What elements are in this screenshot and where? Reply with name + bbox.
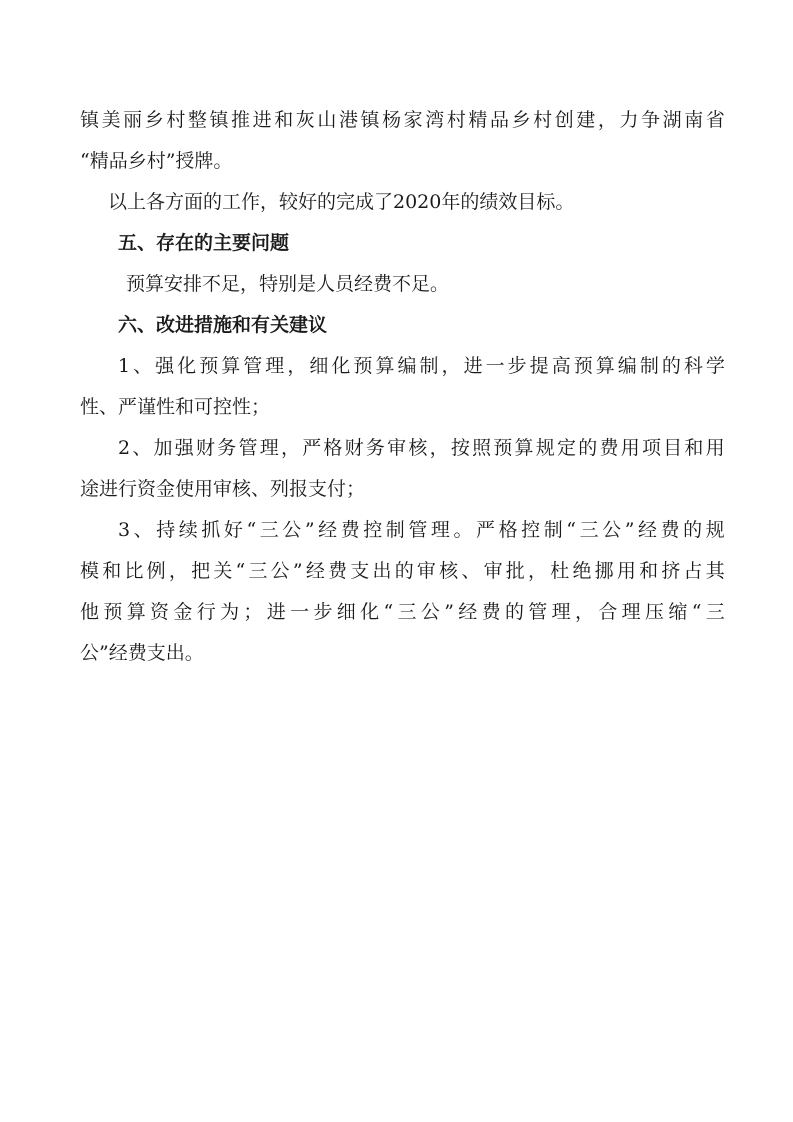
paragraph-line: 预算安排不足，特别是人员经费不足。 <box>126 273 450 295</box>
section-heading: 六、改进措施和有关建议 <box>118 314 328 336</box>
paragraph-line: 2 、 加 强 财 务 管 理 ， 严 格 财 务 审 核 ， 按 照 预 算 规 定 的 费 用 项 目 和 用 <box>118 437 725 459</box>
paragraph-line: 3 、 持 续 抓 好 “ 三 公 ” 经 费 控 制 管 理 。 严 格 控 制 “ 三 公 ” 经 费 的 规 <box>118 519 725 541</box>
paragraph-line: 以上各方面的工作，较好的完成了2020年的绩效目标。 <box>108 191 575 213</box>
paragraph-line: 镇 美 丽 乡 村 整 镇 推 进 和 灰 山 港 镇 杨 家 湾 村 精 品 乡 村 创 建 ， 力 争 湖 南 省 <box>80 109 725 131</box>
paragraph-line: 途进行资金使用审核、列报支付； <box>80 478 366 500</box>
section-heading: 五、存在的主要问题 <box>118 232 290 254</box>
paragraph-line: 模 和 比 例 ， 把 关 “ 三 公 ” 经 费 支 出 的 审 核 、 审 批 ， 杜 绝 挪 用 和 挤 占 其 <box>80 560 725 582</box>
paragraph-line: 公”经费支出。 <box>80 642 204 664</box>
paragraph-line: 1 、 强 化 预 算 管 理 ， 细 化 预 算 编 制 ， 进 一 步 提 高 预 算 编 制 的 科 学 <box>118 355 725 377</box>
paragraph-line: “精品乡村”授牌。 <box>80 150 233 172</box>
paragraph-line: 性、严谨性和可控性； <box>80 396 271 418</box>
paragraph-line: 他 预 算 资 金 行 为 ； 进 一 步 细 化 “ 三 公 ” 经 费 的 管 理 ， 合 理 压 缩 “ 三 <box>80 601 725 623</box>
